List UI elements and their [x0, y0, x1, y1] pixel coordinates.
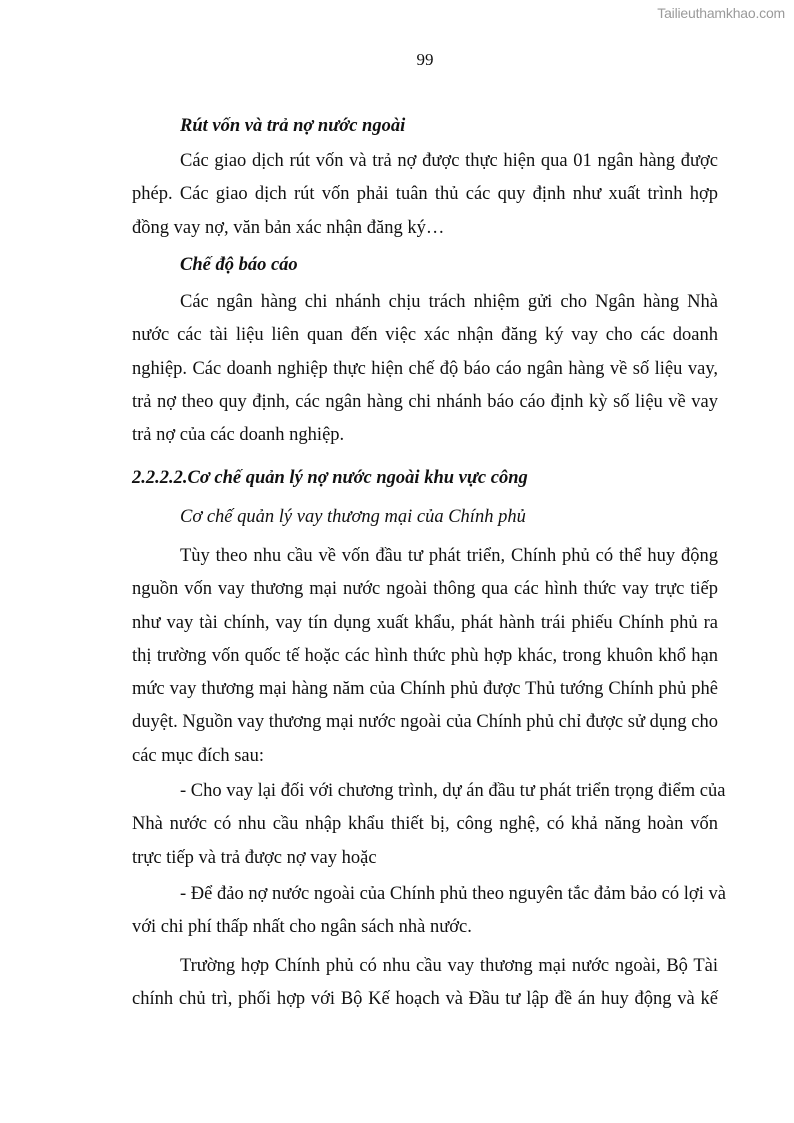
paragraph-commercial	[132, 540, 718, 773]
text-line: trả nợ theo quy định, các ngân hàng chi nhánh báo cáo định kỳ số liệu về vay	[132, 391, 718, 412]
subheading: Cơ chế quản lý vay thương mại của Chính phủ	[180, 507, 526, 527]
text-line: chính chủ trì, phối hợp với Bộ Kế hoạch và Đầu tư lập đề án huy động và kế	[132, 989, 718, 1010]
paragraph-final	[132, 950, 718, 1017]
text-line: phép. Các giao dịch rút vốn phải tuân thủ các quy định như xuất trình hợp	[132, 184, 718, 205]
text-line: trả nợ của các doanh nghiệp.	[132, 425, 345, 446]
heading-reporting: Chế độ báo cáo	[180, 255, 298, 275]
text-line: trực tiếp và trả được nợ vay hoặc	[132, 847, 377, 868]
watermark: Tailieuthamkhao.com	[657, 5, 785, 21]
text-line: thị trường vốn quốc tế hoặc các hình thức phù hợp khác, trong khuôn khổ hạn	[132, 645, 718, 666]
text-line: nguồn vốn vay thương mại nước ngoài thông qua các hình thức vay trực tiếp	[132, 579, 718, 600]
text-line: Các ngân hàng chi nhánh chịu trách nhiệm gửi cho Ngân hàng Nhà	[180, 292, 718, 312]
page-number: 99	[416, 50, 434, 69]
section-heading: 2.2.2.2.Cơ chế quản lý nợ nước ngoài khu vực công	[132, 468, 528, 488]
text-line: - Cho vay lại đối với chương trình, dự án đầu tư phát triển trọng điểm của	[180, 781, 726, 801]
text-line: với chi phí thấp nhất cho ngân sách nhà nước.	[132, 917, 472, 938]
text-line: Tùy theo nhu cầu về vốn đầu tư phát triển, Chính phủ có thể huy động	[180, 546, 718, 566]
paragraph-withdrawal	[132, 145, 718, 245]
text-line: Trường hợp Chính phủ có nhu cầu vay thương mại nước ngoài, Bộ Tài	[180, 956, 718, 976]
bullet-item-2	[132, 878, 726, 945]
text-line: Các giao dịch rút vốn và trả nợ được thực hiện qua 01 ngân hàng được	[180, 151, 718, 171]
text-line: nghiệp. Các doanh nghiệp thực hiện chế độ báo cáo ngân hàng về số liệu vay,	[132, 358, 718, 379]
paragraph-reporting	[132, 286, 718, 452]
text-line: nước các tài liệu liên quan đến việc xác nhận đăng ký vay cho các doanh	[132, 325, 718, 346]
text-line: như vay tài chính, vay tín dụng xuất khẩu, phát hành trái phiếu Chính phủ ra	[132, 612, 718, 633]
text-line: duyệt. Nguồn vay thương mại nước ngoài của Chính phủ chỉ được sử dụng cho	[132, 712, 718, 733]
text-line: mức vay thương mại hàng năm của Chính phủ được Thủ tướng Chính phủ phê	[132, 679, 718, 700]
text-line: đồng vay nợ, văn bản xác nhận đăng ký…	[132, 217, 445, 238]
text-line: Nhà nước có nhu cầu nhập khẩu thiết bị, công nghệ, có khả năng hoàn vốn	[132, 814, 718, 835]
text-line: các mục đích sau:	[132, 745, 265, 766]
heading-withdrawal: Rút vốn và trả nợ nước ngoài	[180, 116, 406, 136]
bullet-item-1	[132, 775, 726, 875]
text-line: - Để đảo nợ nước ngoài của Chính phủ theo nguyên tắc đảm bảo có lợi và	[180, 884, 726, 904]
